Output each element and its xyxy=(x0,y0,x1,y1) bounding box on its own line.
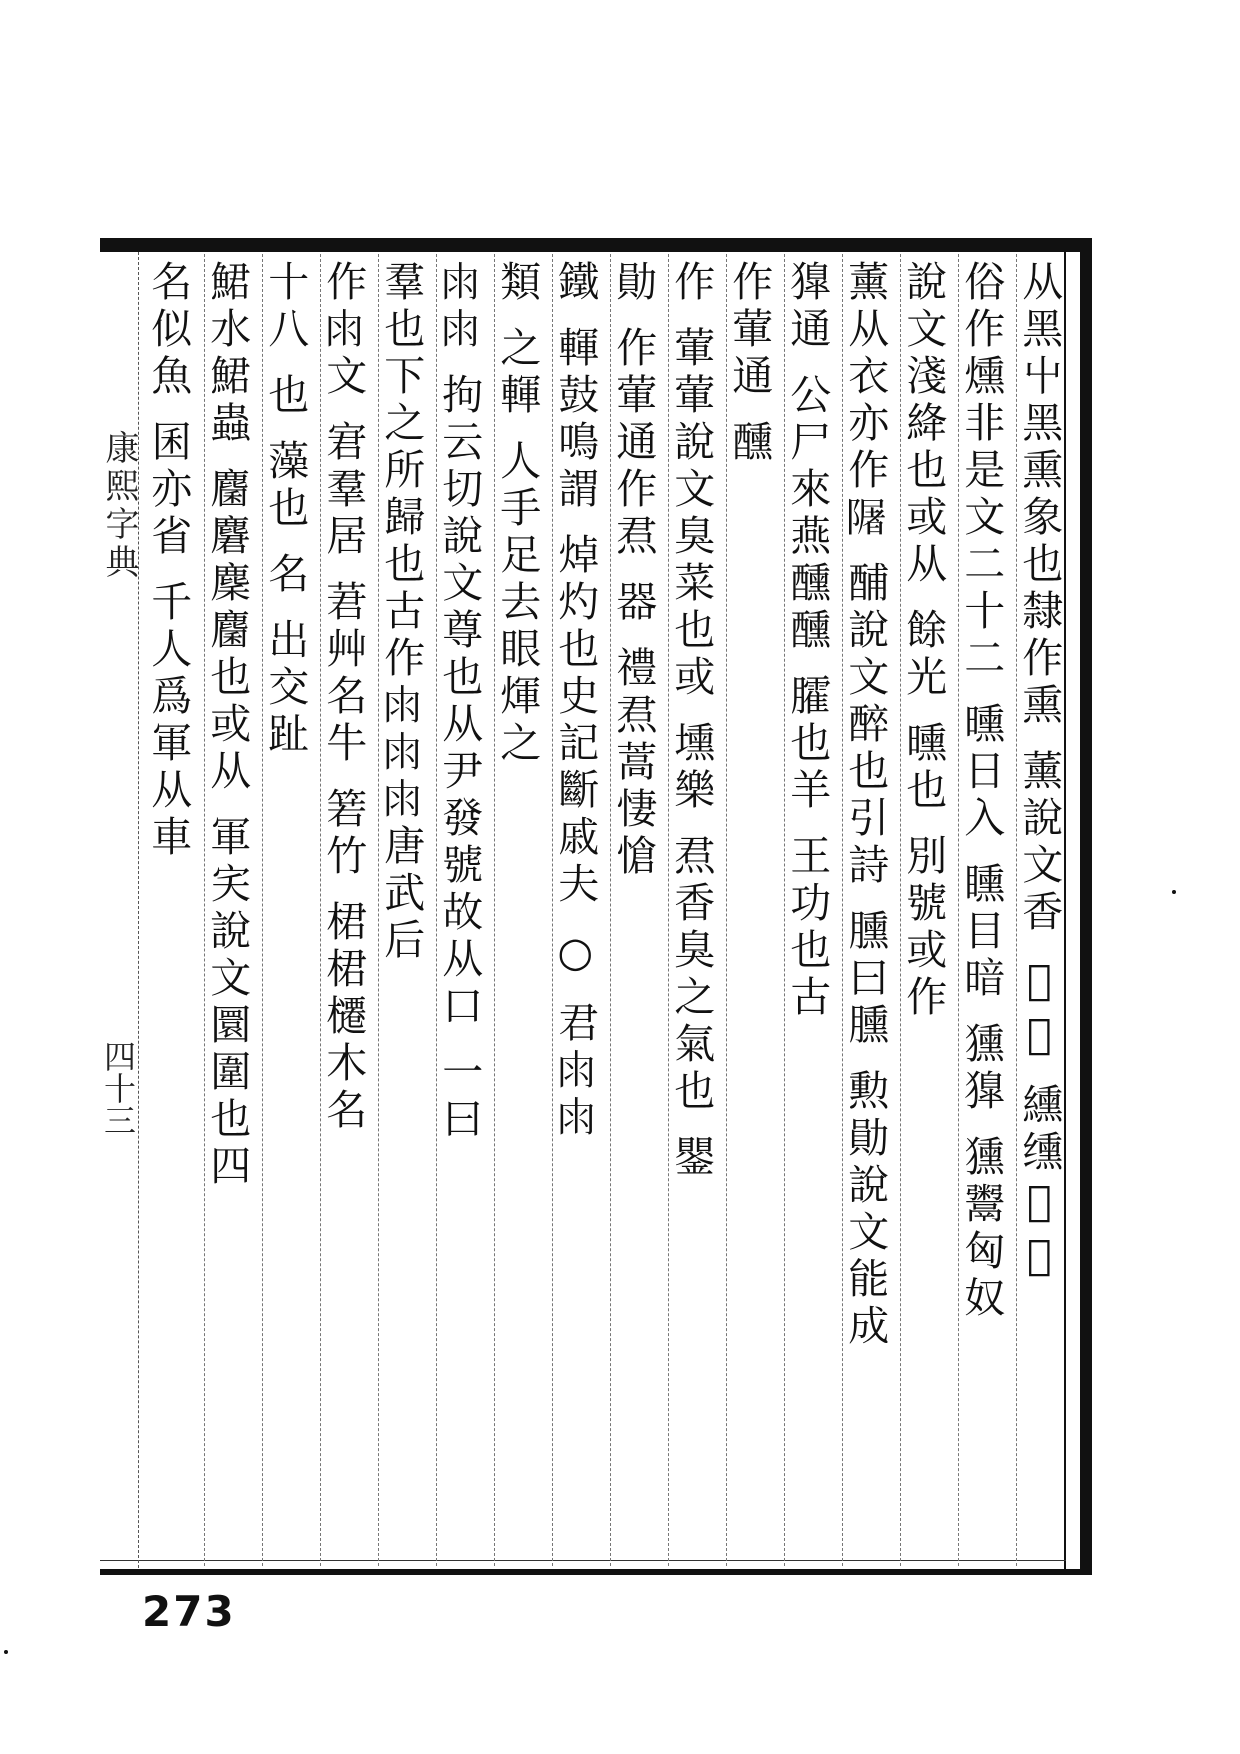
scan-speck xyxy=(4,1650,8,1654)
text-column xyxy=(552,254,610,1566)
text-column xyxy=(146,254,204,1566)
column-text: 鮶水鮶蟲 麕麏麇麕也或从 軍宎說文圜圍也四 xyxy=(203,260,252,1192)
text-column xyxy=(842,254,900,1566)
column-text: 勛 作葷通作焄 器 禮焄蒿悽愴 xyxy=(609,260,658,882)
column-text: 从黑屮黑熏象也隸作熏 薰說文香 𦶜也 纁𫄸𬙝𨼑 xyxy=(1015,260,1064,1286)
margin-leaf-number: 四十三 xyxy=(99,1040,137,1136)
text-column xyxy=(204,254,262,1566)
text-column xyxy=(668,254,726,1566)
column-text: 獋通 公尸來燕醺醺 臛也羊 王功也古 xyxy=(783,260,832,1023)
column-text: 俗作燻非是文二十二 曛日入 矄目暗 獯獋 獯鬻匈奴 xyxy=(957,260,1006,1324)
column-text: 鐵 䡣鼓鳴謂 焯灼也史記斷戚夫 ○ 君𠕒𠕒 xyxy=(551,260,600,1143)
text-column xyxy=(958,254,1016,1566)
text-column xyxy=(436,254,494,1566)
text-column xyxy=(320,254,378,1566)
text-column xyxy=(726,254,784,1566)
margin-title: 康熙字典 xyxy=(99,430,139,582)
column-text: 十八 也 藻也 名 出交趾 xyxy=(261,260,310,760)
text-columns xyxy=(146,254,1074,1566)
text-column xyxy=(494,254,552,1566)
column-text: 作𠕒文 宭羣居 莙艸名牛 箬竹 桾桾櫏木名 xyxy=(319,260,368,1136)
text-column xyxy=(1016,254,1074,1566)
text-column xyxy=(784,254,842,1566)
column-text: 類 之䡣 人手足去眼煇之 xyxy=(493,260,542,769)
column-text: 羣也下之所歸也古作𠕒𠕒𠕒唐武后 xyxy=(377,260,426,965)
text-column xyxy=(900,254,958,1566)
scan-speck xyxy=(1172,890,1176,894)
text-column xyxy=(610,254,668,1566)
column-text: 作 葷葷說文臭菜也或 壎樂 焄香臭之氣也 鑍 xyxy=(667,260,716,1183)
column-text: 作葷通 醺 xyxy=(725,260,774,468)
column-text: 名似魚 囷亦省 千人爲軍从車 xyxy=(144,260,193,863)
text-column xyxy=(378,254,436,1566)
column-text: 𠕒𠕒 拘云切說文尊也从尹發號故从口 一曰 xyxy=(435,260,484,1145)
text-column xyxy=(262,254,320,1566)
column-text: 薰从衣亦作𨼑 酺說文醉也引詩 臐曰臐 勲勛說文能成 xyxy=(841,260,890,1352)
column-text: 說文淺絳也或从 餘光 曛也 別號或作 xyxy=(899,260,948,1023)
page-number: 273 xyxy=(142,1587,236,1636)
